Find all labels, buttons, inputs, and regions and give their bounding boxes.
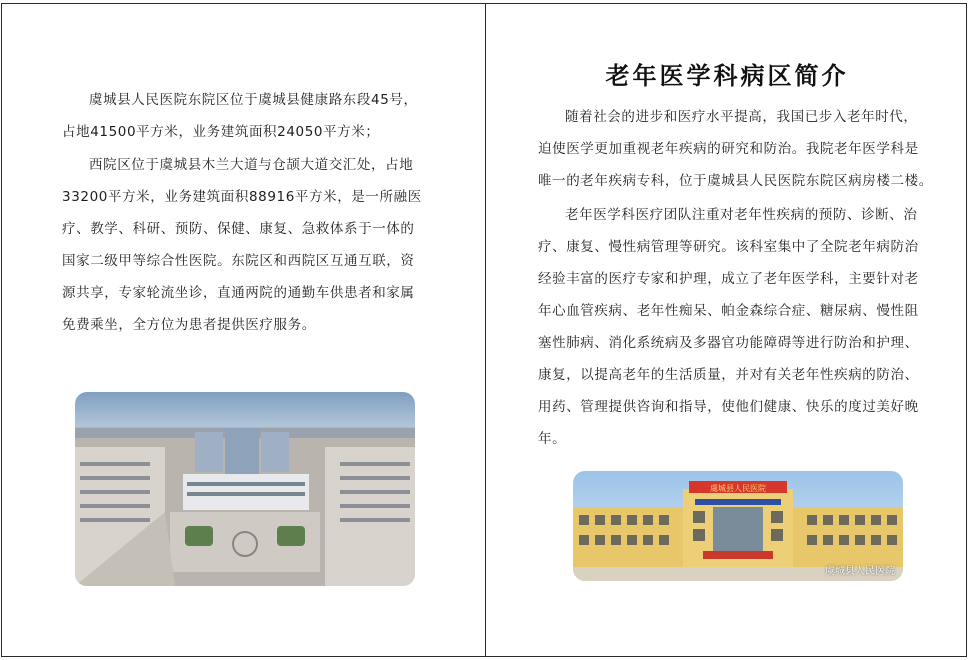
right-page bbox=[485, 3, 967, 657]
text-line: 康复，以提高老年的生活质量，并对有关老年性疾病的防治、 bbox=[538, 367, 919, 383]
text-line: 免费乘坐，全方位为患者提供医疗服务。 bbox=[62, 317, 316, 333]
page-title: 老年医学科病区简介 bbox=[605, 62, 849, 90]
text-line: 源共享，专家轮流坐诊，直通两院的通勤车供患者和家属 bbox=[62, 285, 415, 301]
right-paragraph-2 bbox=[538, 199, 919, 455]
left-paragraph-2 bbox=[62, 149, 422, 341]
text-line: 年心血管疾病、老年性痴呆、帕金森综合症、糖尿病、慢性阻 bbox=[538, 303, 919, 319]
text-line: 随着社会的进步和医疗水平提高，我国已步入老年时代， bbox=[565, 109, 918, 125]
left-paragraph-1 bbox=[62, 84, 418, 148]
text-line: 虞城县人民医院东院区位于虞城县健康路东段45号， bbox=[89, 92, 418, 108]
photo-watermark: 虞城县人民医院 bbox=[825, 566, 895, 577]
text-line: 迫使医学更加重视老年疾病的研究和防治。我院老年医学科是 bbox=[538, 141, 919, 157]
text-line: 唯一的老年疾病专科，位于虞城县人民医院东院区病房楼二楼。 bbox=[538, 173, 933, 189]
text-line: 用药、管理提供咨询和指导，使他们健康、快乐的度过美好晚 bbox=[538, 399, 919, 415]
text-line: 年。 bbox=[538, 431, 567, 447]
right-paragraph-1 bbox=[538, 101, 933, 197]
aerial-illustration bbox=[75, 392, 415, 586]
text-line: 疗、康复、慢性病管理等研究。该科室集中了全院老年病防治 bbox=[538, 239, 919, 255]
text-line: 占地41500平方米，业务建筑面积24050平方米； bbox=[62, 124, 380, 140]
text-line: 33200平方米，业务建筑面积88916平方米，是一所融医 bbox=[62, 189, 422, 205]
hospital-building-photo bbox=[573, 471, 903, 581]
text-line: 塞性肺病、消化系统病及多器官功能障碍等进行防治和护理、 bbox=[538, 335, 919, 351]
text-line: 疗、教学、科研、预防、保健、康复、急救体系于一体的 bbox=[62, 221, 415, 237]
text-line: 国家二级甲等综合性医院。东院区和西院区互通互联，资 bbox=[62, 253, 415, 269]
left-page bbox=[1, 3, 485, 657]
hospital-aerial-photo bbox=[75, 392, 415, 586]
text-line: 经验丰富的医疗专家和护理，成立了老年医学科，主要针对老 bbox=[538, 271, 919, 287]
text-line: 老年医学科医疗团队注重对老年性疾病的预防、诊断、治 bbox=[565, 207, 918, 223]
building-sign-text: 虞城县人民医院 bbox=[710, 484, 766, 493]
text-line: 西院区位于虞城县木兰大道与仓颉大道交汇处，占地 bbox=[89, 157, 414, 173]
